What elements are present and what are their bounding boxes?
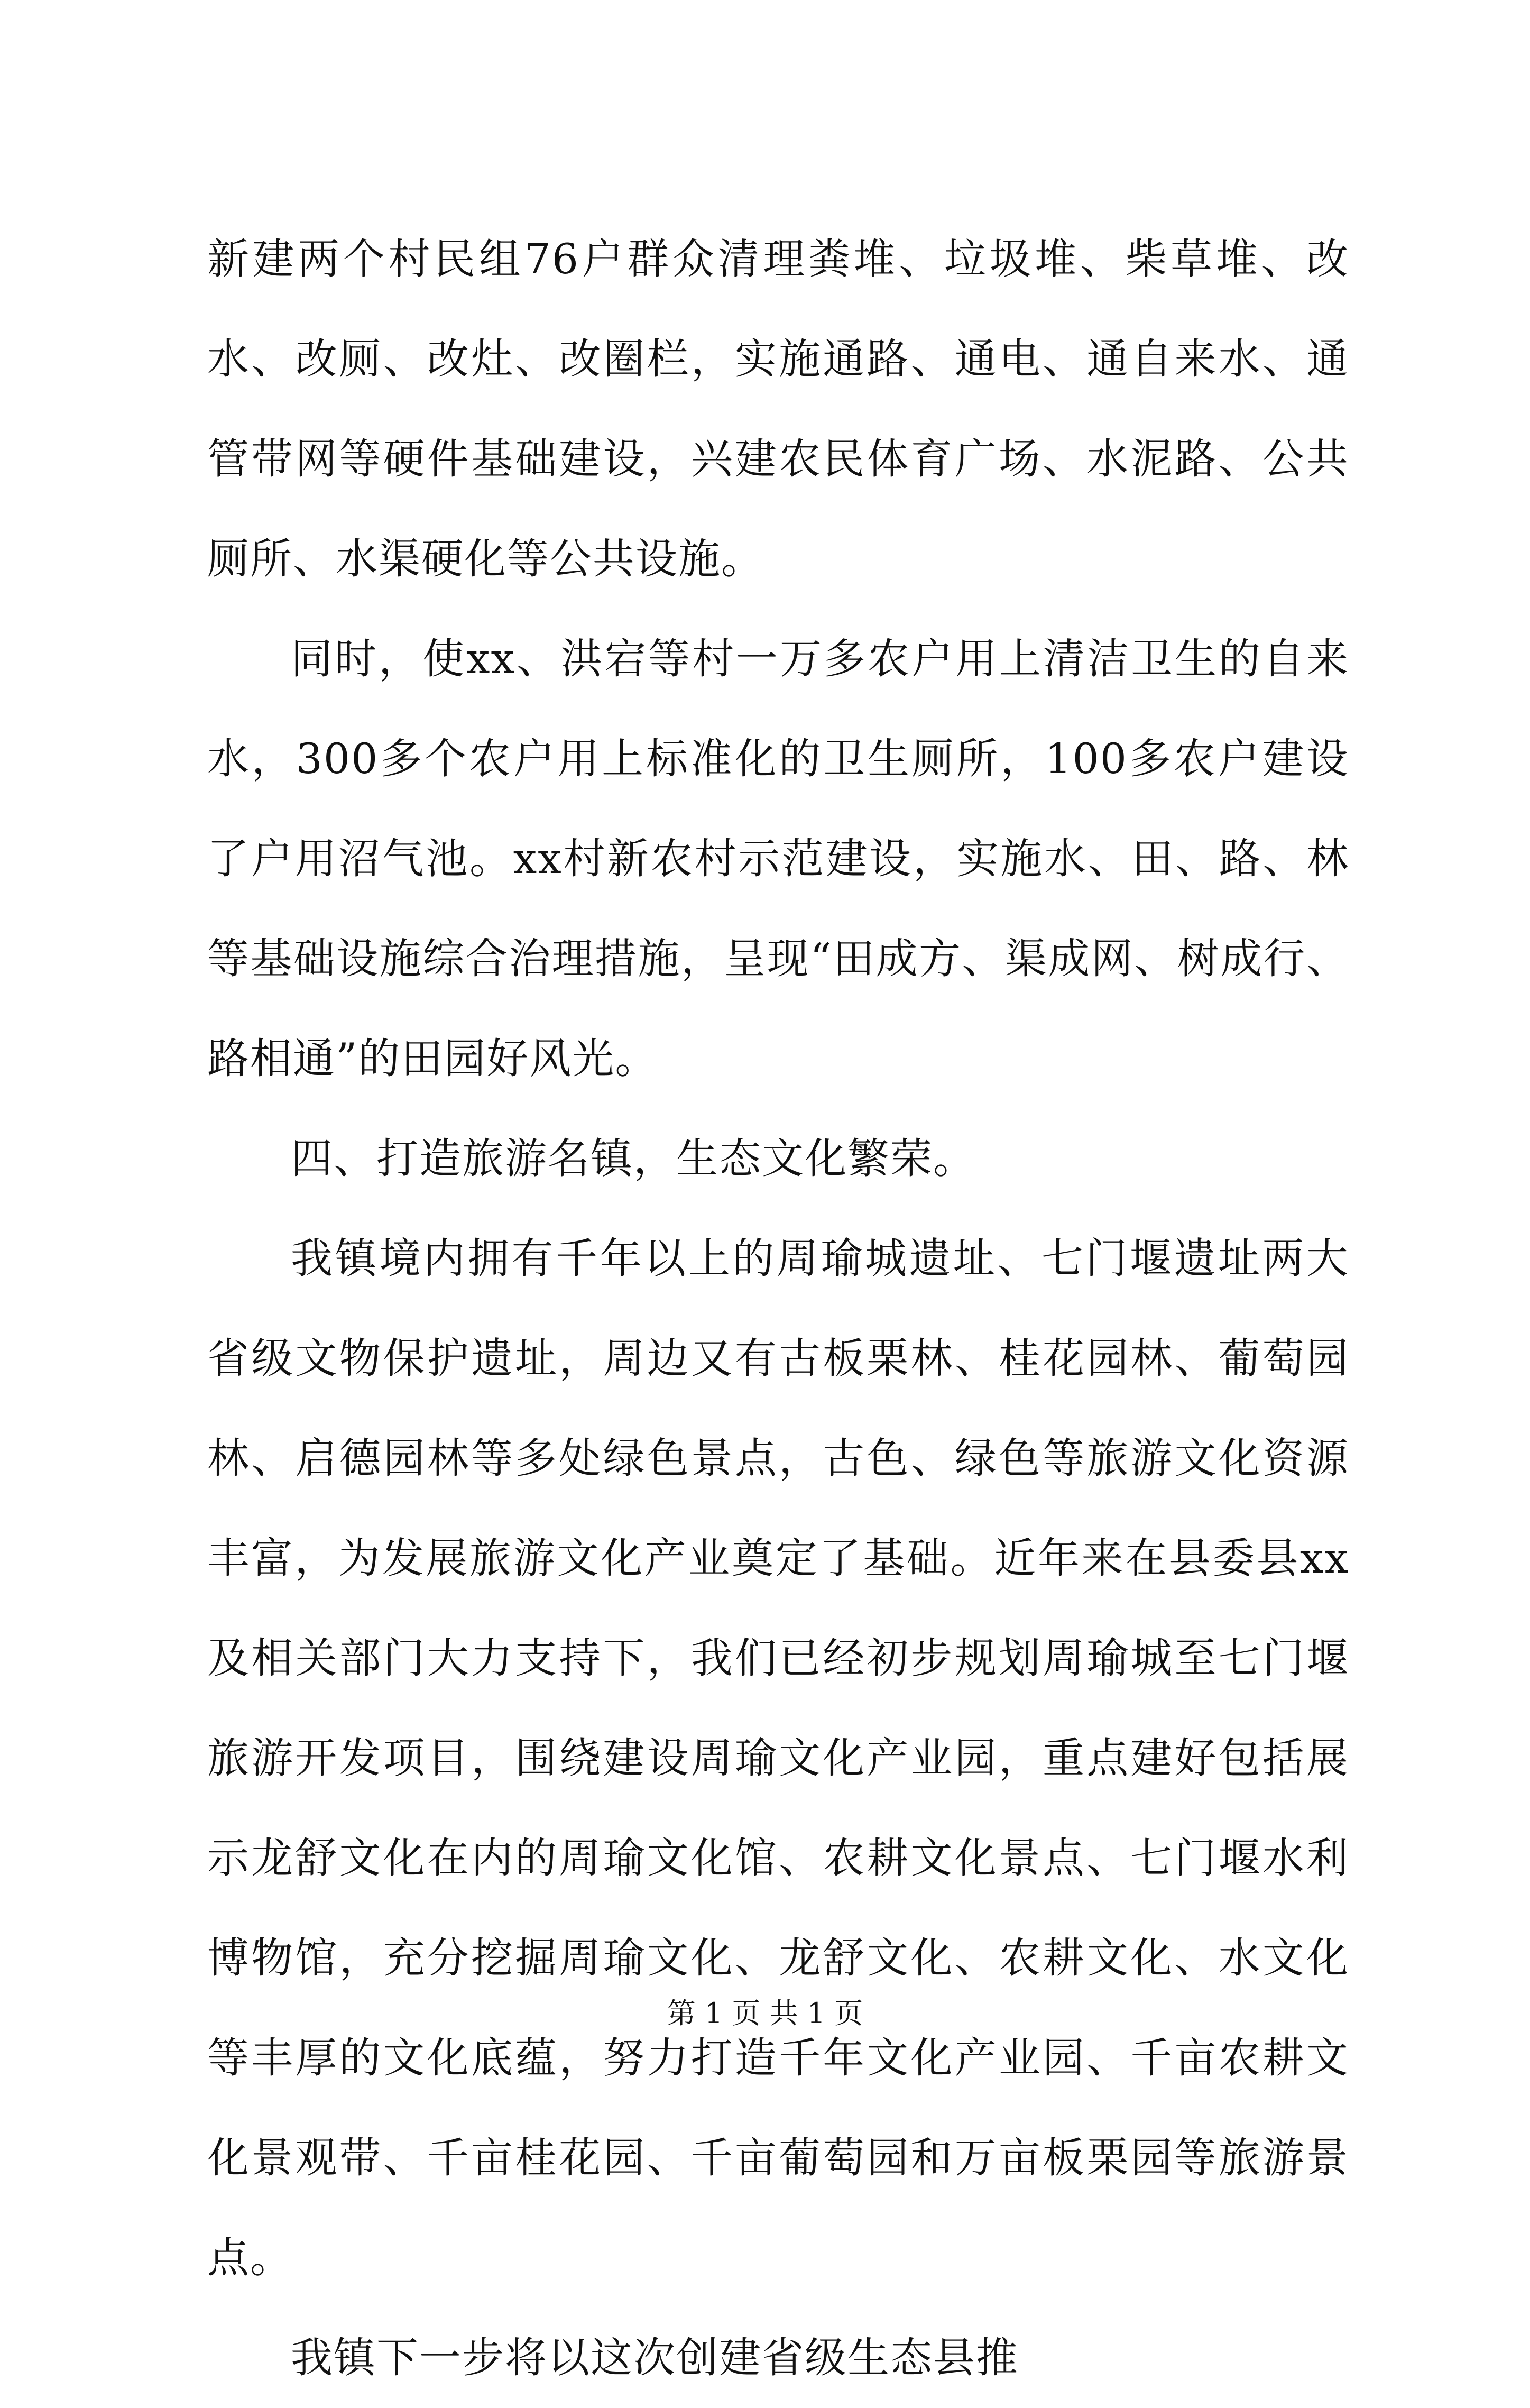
section-heading: 四、打造旅游名镇，生态文化繁荣。 xyxy=(291,1134,976,1183)
paragraph-4: 我镇下一步将以这次创建省级生态县推 xyxy=(291,2333,1019,2382)
page-footer: 第 1 页 共 1 页 xyxy=(667,1997,863,2030)
paragraph-1: 新建两个村民组76户群众清理粪堆、垃圾堆、柴草堆、改水、改厕、改灶、改圈栏，实施通路、通电、通自来水、通管带网等硬件基础建设，兴建农民体育广场、水泥路、公共厕所、水渠硬化等公共设施。 xyxy=(207,235,1349,583)
document-body xyxy=(207,209,1349,2408)
paragraph-3: 我镇境内拥有千年以上的周瑜城遗址、七门堰遗址两大省级文物保护遗址，周边又有古板栗林、桂花园林、葡萄园林、启德园林等多处绿色景点，古色、绿色等旅游文化资源丰富，为发展旅游文化产业奠定了基础。近年来在县委县xx及相关部门大力支持下，我们已经初步规划周瑜城至七门堰旅游开发项目，围绕建设周瑜文化产业园，重点建好包括展示龙舒文化在内的周瑜文化馆、农耕文化景点、七门堰水利博物馆，充分挖掘周瑜文化、龙舒文化、农耕文化、水文化等丰厚的文化底蕴，努力打造千年文化产业园、千亩农耕文化景观带、千亩桂花园、千亩葡萄园和万亩板栗园等旅游景点。 xyxy=(207,1234,1349,2282)
paragraph-2: 同时，使xx、洪宕等村一万多农户用上清洁卫生的自来水，300多个农户用上标准化的卫生厕所，100多农户建设了户用沼气池。xx村新农村示范建设，实施水、田、路、林等基础设施综合治理措施，呈现“田成方、渠成网、树成行、路相通”的田园好风光。 xyxy=(207,635,1349,1083)
